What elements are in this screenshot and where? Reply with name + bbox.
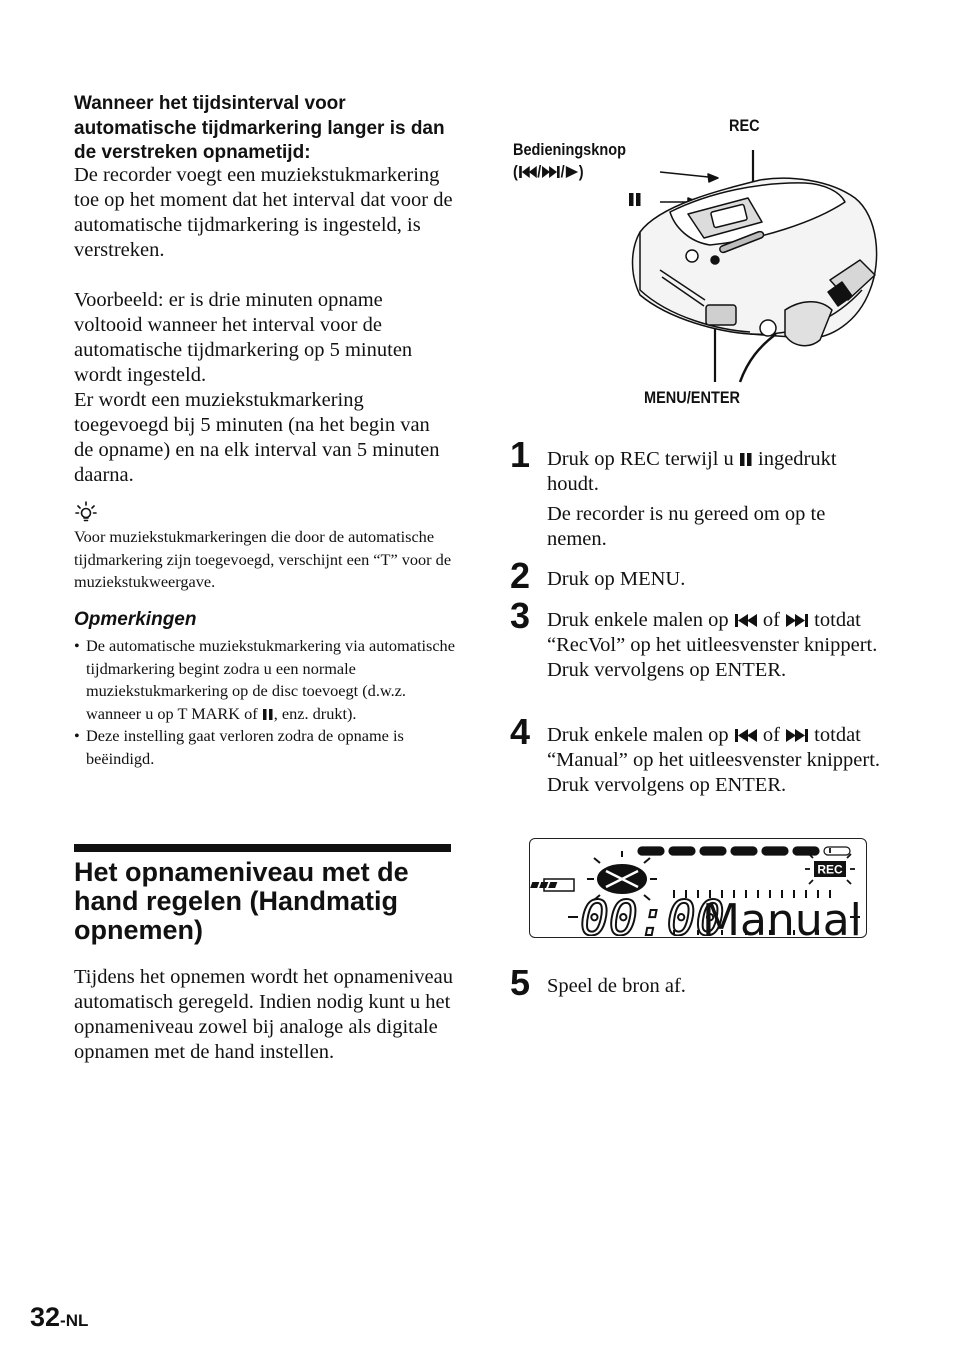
pause-icon bbox=[262, 708, 274, 721]
step-2-text: Druk op MENU. bbox=[547, 568, 686, 590]
note-item: • Deze instelling gaat verloren zodra de opname is beëindigd. bbox=[74, 725, 459, 770]
step-5-text: Speel de bron af. bbox=[547, 975, 686, 997]
note-1-end: , enz. drukt). bbox=[273, 703, 357, 723]
step-2-number: 2 bbox=[510, 555, 531, 596]
level-segment bbox=[731, 847, 757, 855]
pause-icon bbox=[739, 452, 753, 467]
play-icon bbox=[565, 165, 579, 179]
level-segment bbox=[762, 847, 788, 855]
previous-icon bbox=[734, 613, 758, 628]
tip-text: Voor muziekstukmarkeringen die door de automatische tijdmarkering zijn toegevoegd, verschijnt een “T” voor de muziekstukweergave. bbox=[74, 527, 452, 591]
lcd-illustration bbox=[530, 839, 865, 936]
lead-heading: Wanneer het tijdsinterval voor automatische tijdmarkering langer is dan de verstreken opnametijd: bbox=[74, 93, 445, 163]
level-segment bbox=[824, 847, 850, 855]
lcd-mode: Manual bbox=[702, 895, 862, 936]
callout-knob-symbols: ( / / ) bbox=[513, 163, 584, 181]
lcd-display bbox=[529, 838, 867, 938]
section-rule bbox=[74, 844, 451, 852]
tip-lightbulb-icon bbox=[74, 500, 98, 524]
next-icon bbox=[541, 165, 560, 179]
callout-rec: REC bbox=[729, 117, 760, 135]
battery-icon bbox=[530, 879, 574, 891]
notes-heading: Opmerkingen bbox=[74, 609, 197, 630]
example-paragraph bbox=[74, 288, 454, 488]
level-segment bbox=[638, 847, 664, 855]
previous-icon bbox=[734, 728, 758, 743]
previous-icon bbox=[518, 165, 537, 179]
lead-paragraph: De recorder voegt een muziekstukmarkering toe op het moment dat het interval dat voor de automatische tijdmarkering is ingesteld, is verstreken. bbox=[74, 164, 453, 261]
section-title: Het opnameniveau met de hand regelen (Handmatig opnemen) bbox=[74, 857, 409, 945]
next-icon bbox=[785, 728, 809, 743]
example-paragraph-2: Er wordt een muziekstukmarkering toegevoegd bij 5 minuten (na het begin van de opname) en na elk interval van 5 minuten daarna. bbox=[74, 389, 440, 486]
note-item bbox=[74, 635, 459, 725]
page-number-suffix: -NL bbox=[60, 1311, 89, 1330]
note-1-text: De automatische muziekstukmarkering via automatische tijdmarkering begint zodra u een normale muziekstukmarkering op de disc toevoegt (d.w.z. wanneer u op T MARK of bbox=[86, 636, 455, 723]
section-paragraph: Tijdens het opnemen wordt het opnameniveau automatisch geregeld. Indien nodig kunt u het opnameniveau zowel bij analoge als digitale opnamen met de hand instellen. bbox=[74, 966, 453, 1063]
step-1-result: De recorder is nu gereed om op te nemen. bbox=[547, 503, 826, 550]
step-3-number: 3 bbox=[510, 595, 531, 636]
notes-list bbox=[74, 635, 459, 770]
next-icon bbox=[785, 613, 809, 628]
step-4-number: 4 bbox=[510, 711, 531, 752]
level-segment bbox=[669, 847, 695, 855]
level-meter bbox=[638, 847, 850, 855]
callout-menu-enter: MENU/ENTER bbox=[644, 389, 741, 407]
lcd-time: 00:00 bbox=[580, 891, 725, 936]
page-number bbox=[30, 1302, 88, 1333]
level-segment bbox=[700, 847, 726, 855]
example-paragraph-1: Voorbeeld: er is drie minuten opname voltooid wanneer het interval voor de automatische tijdmarkering op 5 minuten wordt ingesteld. bbox=[74, 289, 413, 386]
md-recorder-illustration bbox=[600, 150, 890, 385]
step-1-text: Druk op REC terwijl u ingedrukt houdt. bbox=[547, 448, 837, 495]
page-number-value: 32 bbox=[30, 1302, 61, 1332]
level-segment bbox=[793, 847, 819, 855]
rec-badge-text: REC bbox=[817, 862, 843, 877]
step-4-text: Druk enkele malen op of totdat “Manual” op het uitleesvenster knippert. Druk vervolgens op ENTER. bbox=[547, 724, 881, 796]
step-3-text: Druk enkele malen op of totdat “RecVol” op het uitleesvenster knippert. Druk vervolgens op ENTER. bbox=[547, 609, 878, 681]
step-1-number: 1 bbox=[510, 434, 531, 475]
callout-knob-label: Bedieningsknop bbox=[513, 141, 626, 159]
step-5-number: 5 bbox=[510, 962, 531, 1003]
